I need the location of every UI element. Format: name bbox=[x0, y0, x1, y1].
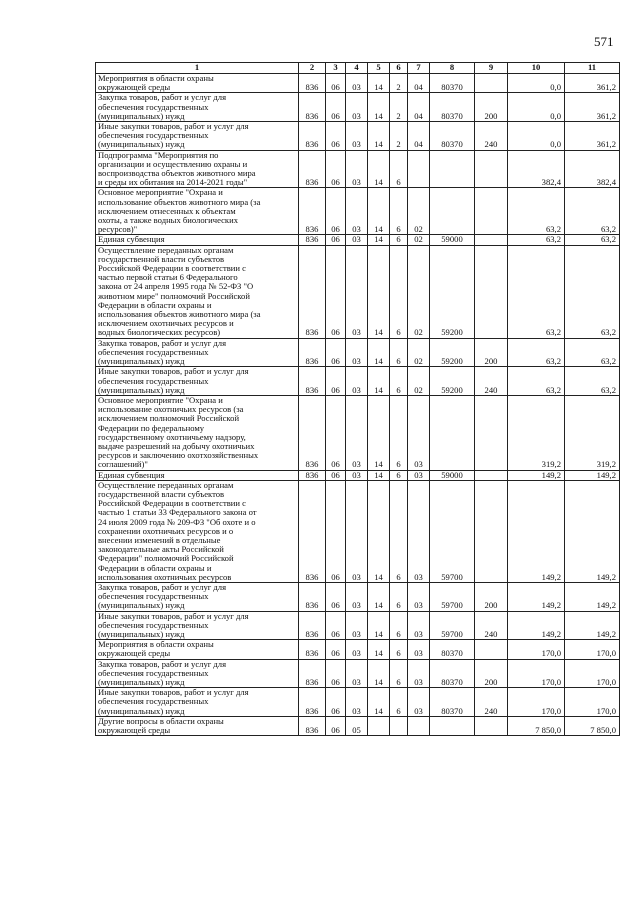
subsection-cell: 03 bbox=[346, 74, 368, 93]
subsection-cell: 03 bbox=[346, 245, 368, 338]
table-row bbox=[96, 122, 620, 151]
direction-cell: 80370 bbox=[430, 688, 475, 717]
amount-cell: 63,2 bbox=[565, 338, 620, 367]
code-cell: 836 bbox=[299, 93, 326, 122]
table-row bbox=[96, 688, 620, 717]
direction-cell bbox=[430, 395, 475, 470]
item-name-cell bbox=[96, 188, 299, 235]
table-row bbox=[96, 659, 620, 688]
section-cell: 06 bbox=[326, 74, 346, 93]
table-row bbox=[96, 470, 620, 480]
item-name: Мероприятия в области охраны окружающей среды bbox=[98, 639, 214, 659]
code-cell: 836 bbox=[299, 395, 326, 470]
code-cell: 836 bbox=[299, 150, 326, 188]
direction-cell: 59700 bbox=[430, 582, 475, 611]
item-name: Основное мероприятие "Охрана и использование охотничьих ресурсов (за исключением полномочий Российской Федерации по федеральному государственному охотничьему надзору, выдаче разрешений на добычу охотничьих ресурсов и заключению охотхозяйственных соглашений)" bbox=[98, 394, 259, 470]
subprogram-cell: 2 bbox=[390, 122, 408, 151]
column-header: 2 bbox=[299, 63, 326, 74]
subprogram-cell: 6 bbox=[390, 640, 408, 659]
subsection-cell: 03 bbox=[346, 122, 368, 151]
code-cell: 836 bbox=[299, 716, 326, 735]
expense-type-cell: 200 bbox=[475, 659, 508, 688]
subprogram-cell: 6 bbox=[390, 582, 408, 611]
program-cell: 14 bbox=[368, 93, 390, 122]
amount-cell: 63,2 bbox=[508, 245, 565, 338]
expense-type-cell bbox=[475, 470, 508, 480]
table-row bbox=[96, 716, 620, 735]
event-cell: 04 bbox=[408, 93, 430, 122]
table-row bbox=[96, 93, 620, 122]
section-cell: 06 bbox=[326, 659, 346, 688]
table-row bbox=[96, 480, 620, 582]
subsection-cell: 03 bbox=[346, 395, 368, 470]
program-cell: 14 bbox=[368, 367, 390, 396]
subsection-cell: 03 bbox=[346, 188, 368, 235]
code-cell: 836 bbox=[299, 470, 326, 480]
event-cell bbox=[408, 150, 430, 188]
page-number: 571 bbox=[594, 34, 614, 49]
amount-cell: 0,0 bbox=[508, 74, 565, 93]
item-name: Мероприятия в области охраны окружающей среды bbox=[98, 73, 214, 93]
subprogram-cell: 6 bbox=[390, 480, 408, 582]
amount-cell: 382,4 bbox=[508, 150, 565, 188]
amount-cell: 170,0 bbox=[508, 688, 565, 717]
item-name: Иные закупки товаров, работ и услуг для обеспечения государственных (муниципальных) нужд bbox=[98, 610, 249, 639]
direction-cell: 80370 bbox=[430, 659, 475, 688]
subsection-cell: 03 bbox=[346, 659, 368, 688]
subsection-cell: 03 bbox=[346, 640, 368, 659]
expense-type-cell bbox=[475, 235, 508, 245]
direction-cell: 59200 bbox=[430, 245, 475, 338]
expense-type-cell: 200 bbox=[475, 93, 508, 122]
amount-cell: 149,2 bbox=[508, 470, 565, 480]
item-name: Основное мероприятие "Охрана и использование объектов животного мира (за исключением отнесенных к объектам охоты, а также водных биологических ресурсов)" bbox=[98, 187, 261, 235]
expense-type-cell: 200 bbox=[475, 338, 508, 367]
item-name: Осуществление переданных органам государственной власти субъектов Российской Федерации в соответствии с частью первой статьи 6 Федерального закона от 24 апреля 1995 года № 52-ФЗ "О животном мире" полномочий Российской Федерации в области охраны и использования объектов животного мира (за исключением охотничьих ресурсов и водных биологических ресурсов) bbox=[98, 244, 261, 338]
section-cell: 06 bbox=[326, 338, 346, 367]
subsection-cell: 03 bbox=[346, 582, 368, 611]
amount-cell: 149,2 bbox=[565, 582, 620, 611]
code-cell: 836 bbox=[299, 688, 326, 717]
amount-cell: 149,2 bbox=[565, 470, 620, 480]
column-header: 1 bbox=[96, 63, 299, 74]
subprogram-cell: 6 bbox=[390, 395, 408, 470]
item-name-cell bbox=[96, 122, 299, 151]
item-name: Закупка товаров, работ и услуг для обеспечения государственных (муниципальных) нужд bbox=[98, 581, 227, 611]
section-cell: 06 bbox=[326, 716, 346, 735]
expense-type-cell: 240 bbox=[475, 367, 508, 396]
item-name: Осуществление переданных органам государственной власти субъектов Российской Федерации в соответствии с частью 1 статьи 33 Федерального закона от 24 июля 2009 года № 209-ФЗ "Об охоте и о сохранении охотничьих ресурсов и о внесении изменений в отдельные законодательные акты Российской Федерации" полномочий Российской Федерации в области охраны и использования охотничьих ресурсов bbox=[98, 479, 257, 582]
amount-cell: 149,2 bbox=[508, 480, 565, 582]
expense-type-cell bbox=[475, 150, 508, 188]
amount-cell: 149,2 bbox=[508, 611, 565, 640]
program-cell: 14 bbox=[368, 338, 390, 367]
subprogram-cell: 6 bbox=[390, 688, 408, 717]
amount-cell: 63,2 bbox=[565, 367, 620, 396]
item-name: Иные закупки товаров, работ и услуг для обеспечения государственных (муниципальных) нужд bbox=[98, 121, 249, 150]
amount-cell: 170,0 bbox=[565, 659, 620, 688]
item-name: Единая субвенция bbox=[98, 469, 165, 480]
event-cell: 03 bbox=[408, 480, 430, 582]
item-name: Подпрограмма "Мероприятия по организации и осуществлению охраны и воспроизводства объектов животного мира и среды их обитания на 2014-2021 годы" bbox=[98, 149, 256, 188]
program-cell: 14 bbox=[368, 688, 390, 717]
direction-cell: 59200 bbox=[430, 367, 475, 396]
section-cell: 06 bbox=[326, 582, 346, 611]
item-name-cell bbox=[96, 640, 299, 659]
amount-cell: 63,2 bbox=[508, 188, 565, 235]
amount-cell: 361,2 bbox=[565, 93, 620, 122]
subprogram-cell bbox=[390, 716, 408, 735]
direction-cell bbox=[430, 188, 475, 235]
program-cell: 14 bbox=[368, 470, 390, 480]
program-cell: 14 bbox=[368, 74, 390, 93]
amount-cell: 63,2 bbox=[508, 235, 565, 245]
expense-type-cell bbox=[475, 480, 508, 582]
table-row bbox=[96, 74, 620, 93]
item-name-cell bbox=[96, 659, 299, 688]
section-cell: 06 bbox=[326, 470, 346, 480]
direction-cell: 59000 bbox=[430, 470, 475, 480]
amount-cell: 7 850,0 bbox=[565, 716, 620, 735]
program-cell: 14 bbox=[368, 480, 390, 582]
item-name: Другие вопросы в области охраны окружающей среды bbox=[98, 715, 224, 736]
program-cell: 14 bbox=[368, 582, 390, 611]
amount-cell: 149,2 bbox=[565, 480, 620, 582]
event-cell: 03 bbox=[408, 640, 430, 659]
code-cell: 836 bbox=[299, 122, 326, 151]
event-cell: 04 bbox=[408, 122, 430, 151]
expense-type-cell: 240 bbox=[475, 688, 508, 717]
event-cell: 02 bbox=[408, 338, 430, 367]
expense-type-cell: 240 bbox=[475, 122, 508, 151]
program-cell: 14 bbox=[368, 640, 390, 659]
program-cell: 14 bbox=[368, 150, 390, 188]
direction-cell: 59700 bbox=[430, 480, 475, 582]
item-name-cell bbox=[96, 150, 299, 188]
column-header: 3 bbox=[326, 63, 346, 74]
amount-cell: 0,0 bbox=[508, 93, 565, 122]
code-cell: 836 bbox=[299, 659, 326, 688]
table-row bbox=[96, 235, 620, 245]
item-name-cell bbox=[96, 582, 299, 611]
item-name-cell bbox=[96, 93, 299, 122]
code-cell: 836 bbox=[299, 480, 326, 582]
item-name-cell bbox=[96, 470, 299, 480]
table-row bbox=[96, 338, 620, 367]
direction-cell: 80370 bbox=[430, 93, 475, 122]
subsection-cell: 03 bbox=[346, 367, 368, 396]
item-name-cell bbox=[96, 395, 299, 470]
column-header: 7 bbox=[408, 63, 430, 74]
subprogram-cell: 2 bbox=[390, 74, 408, 93]
item-name-cell bbox=[96, 235, 299, 245]
item-name-cell bbox=[96, 611, 299, 640]
expense-type-cell: 240 bbox=[475, 611, 508, 640]
expense-type-cell bbox=[475, 74, 508, 93]
subprogram-cell: 6 bbox=[390, 188, 408, 235]
section-cell: 06 bbox=[326, 395, 346, 470]
subsection-cell: 03 bbox=[346, 150, 368, 188]
event-cell: 02 bbox=[408, 245, 430, 338]
amount-cell: 149,2 bbox=[565, 611, 620, 640]
program-cell: 14 bbox=[368, 611, 390, 640]
item-name-cell bbox=[96, 338, 299, 367]
column-header: 8 bbox=[430, 63, 475, 74]
section-cell: 06 bbox=[326, 122, 346, 151]
table-header-row bbox=[96, 63, 620, 74]
program-cell bbox=[368, 716, 390, 735]
subsection-cell: 03 bbox=[346, 480, 368, 582]
direction-cell: 59700 bbox=[430, 611, 475, 640]
event-cell: 03 bbox=[408, 395, 430, 470]
table-body bbox=[96, 74, 620, 736]
expense-type-cell bbox=[475, 188, 508, 235]
event-cell: 02 bbox=[408, 367, 430, 396]
program-cell: 14 bbox=[368, 659, 390, 688]
item-name: Иные закупки товаров, работ и услуг для обеспечения государственных (муниципальных) нужд bbox=[98, 687, 249, 716]
expense-type-cell bbox=[475, 716, 508, 735]
amount-cell: 63,2 bbox=[565, 188, 620, 235]
column-header: 5 bbox=[368, 63, 390, 74]
event-cell: 03 bbox=[408, 688, 430, 717]
item-name-cell bbox=[96, 245, 299, 338]
program-cell: 14 bbox=[368, 235, 390, 245]
amount-cell: 170,0 bbox=[565, 640, 620, 659]
program-cell: 14 bbox=[368, 245, 390, 338]
code-cell: 836 bbox=[299, 640, 326, 659]
column-header: 9 bbox=[475, 63, 508, 74]
direction-cell: 80370 bbox=[430, 122, 475, 151]
amount-cell: 7 850,0 bbox=[508, 716, 565, 735]
section-cell: 06 bbox=[326, 367, 346, 396]
table-row bbox=[96, 150, 620, 188]
item-name: Закупка товаров, работ и услуг для обеспечения государственных (муниципальных) нужд bbox=[98, 92, 227, 121]
code-cell: 836 bbox=[299, 188, 326, 235]
expense-type-cell bbox=[475, 245, 508, 338]
item-name-cell bbox=[96, 74, 299, 93]
expense-type-cell bbox=[475, 640, 508, 659]
event-cell: 03 bbox=[408, 659, 430, 688]
subprogram-cell: 6 bbox=[390, 611, 408, 640]
amount-cell: 170,0 bbox=[565, 688, 620, 717]
event-cell bbox=[408, 716, 430, 735]
amount-cell: 319,2 bbox=[565, 395, 620, 470]
code-cell: 836 bbox=[299, 74, 326, 93]
table-row bbox=[96, 188, 620, 235]
code-cell: 836 bbox=[299, 338, 326, 367]
direction-cell: 80370 bbox=[430, 74, 475, 93]
item-name-cell bbox=[96, 716, 299, 735]
item-name: Единая субвенция bbox=[98, 234, 165, 245]
amount-cell: 170,0 bbox=[508, 640, 565, 659]
amount-cell: 63,2 bbox=[508, 338, 565, 367]
direction-cell bbox=[430, 716, 475, 735]
event-cell: 04 bbox=[408, 74, 430, 93]
expense-type-cell: 200 bbox=[475, 582, 508, 611]
subprogram-cell: 6 bbox=[390, 470, 408, 480]
code-cell: 836 bbox=[299, 611, 326, 640]
section-cell: 06 bbox=[326, 93, 346, 122]
table-row bbox=[96, 640, 620, 659]
item-name: Иные закупки товаров, работ и услуг для обеспечения государственных (муниципальных) нужд bbox=[98, 366, 249, 395]
column-header: 11 bbox=[565, 63, 620, 74]
expense-type-cell bbox=[475, 395, 508, 470]
column-header: 10 bbox=[508, 63, 565, 74]
direction-cell: 80370 bbox=[430, 640, 475, 659]
section-cell: 06 bbox=[326, 245, 346, 338]
item-name-cell bbox=[96, 367, 299, 396]
section-cell: 06 bbox=[326, 235, 346, 245]
event-cell: 02 bbox=[408, 235, 430, 245]
code-cell: 836 bbox=[299, 582, 326, 611]
code-cell: 836 bbox=[299, 245, 326, 338]
direction-cell: 59200 bbox=[430, 338, 475, 367]
event-cell: 03 bbox=[408, 611, 430, 640]
program-cell: 14 bbox=[368, 188, 390, 235]
direction-cell: 59000 bbox=[430, 235, 475, 245]
amount-cell: 361,2 bbox=[565, 74, 620, 93]
subsection-cell: 03 bbox=[346, 235, 368, 245]
amount-cell: 170,0 bbox=[508, 659, 565, 688]
subprogram-cell: 6 bbox=[390, 245, 408, 338]
event-cell: 02 bbox=[408, 188, 430, 235]
subprogram-cell: 6 bbox=[390, 367, 408, 396]
amount-cell: 382,4 bbox=[565, 150, 620, 188]
section-cell: 06 bbox=[326, 188, 346, 235]
item-name-cell bbox=[96, 688, 299, 717]
subsection-cell: 03 bbox=[346, 93, 368, 122]
code-cell: 836 bbox=[299, 367, 326, 396]
subsection-cell: 03 bbox=[346, 338, 368, 367]
code-cell: 836 bbox=[299, 235, 326, 245]
column-header: 4 bbox=[346, 63, 368, 74]
item-name: Закупка товаров, работ и услуг для обеспечения государственных (муниципальных) нужд bbox=[98, 337, 227, 367]
event-cell: 03 bbox=[408, 582, 430, 611]
subsection-cell: 05 bbox=[346, 716, 368, 735]
column-header: 6 bbox=[390, 63, 408, 74]
subsection-cell: 03 bbox=[346, 688, 368, 717]
subsection-cell: 03 bbox=[346, 611, 368, 640]
direction-cell bbox=[430, 150, 475, 188]
table-row bbox=[96, 611, 620, 640]
table-row bbox=[96, 395, 620, 470]
subprogram-cell: 6 bbox=[390, 338, 408, 367]
event-cell: 03 bbox=[408, 470, 430, 480]
amount-cell: 63,2 bbox=[508, 367, 565, 396]
section-cell: 06 bbox=[326, 480, 346, 582]
table-row bbox=[96, 245, 620, 338]
table-row bbox=[96, 367, 620, 396]
subprogram-cell: 2 bbox=[390, 93, 408, 122]
subprogram-cell: 6 bbox=[390, 659, 408, 688]
section-cell: 06 bbox=[326, 150, 346, 188]
section-cell: 06 bbox=[326, 611, 346, 640]
amount-cell: 63,2 bbox=[565, 245, 620, 338]
subsection-cell: 03 bbox=[346, 470, 368, 480]
program-cell: 14 bbox=[368, 395, 390, 470]
program-cell: 14 bbox=[368, 122, 390, 151]
budget-table bbox=[95, 62, 620, 736]
amount-cell: 149,2 bbox=[508, 582, 565, 611]
section-cell: 06 bbox=[326, 688, 346, 717]
subprogram-cell: 6 bbox=[390, 235, 408, 245]
subprogram-cell: 6 bbox=[390, 150, 408, 188]
item-name-cell bbox=[96, 480, 299, 582]
amount-cell: 361,2 bbox=[565, 122, 620, 151]
table-row bbox=[96, 582, 620, 611]
amount-cell: 63,2 bbox=[565, 235, 620, 245]
item-name: Закупка товаров, работ и услуг для обеспечения государственных (муниципальных) нужд bbox=[98, 658, 227, 687]
amount-cell: 319,2 bbox=[508, 395, 565, 470]
amount-cell: 0,0 bbox=[508, 122, 565, 151]
section-cell: 06 bbox=[326, 640, 346, 659]
